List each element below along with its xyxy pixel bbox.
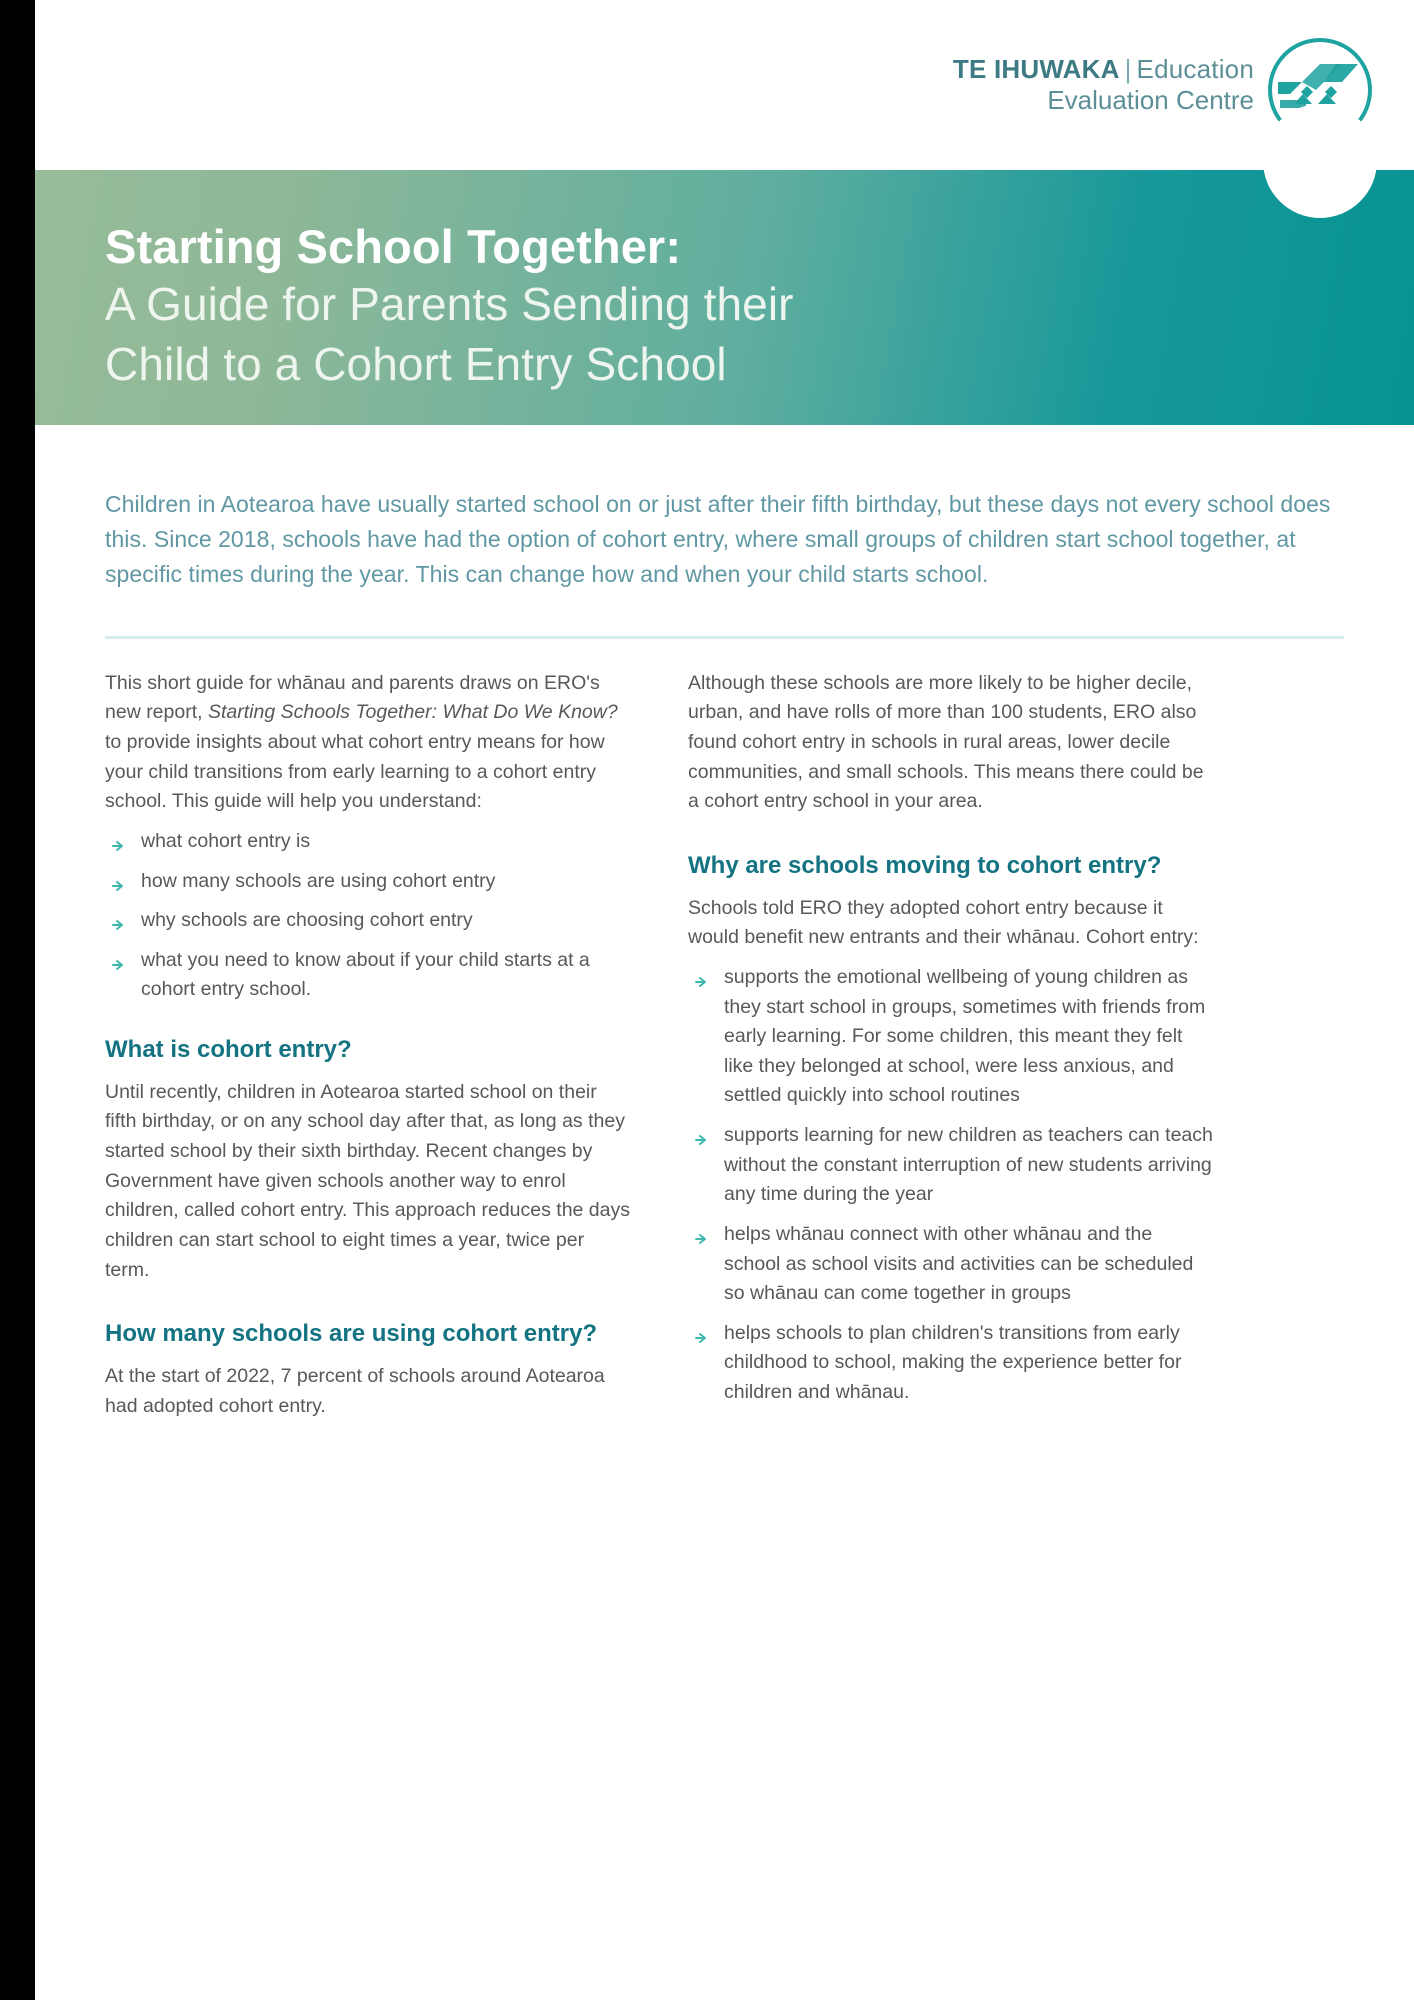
right-column — [688, 669, 1213, 1425]
arrow-right-icon — [111, 834, 127, 850]
arrow-right-icon — [111, 874, 127, 890]
list-item — [688, 1220, 1213, 1309]
page-title-line-1: Starting School Together: — [105, 220, 682, 273]
section-body-what-is-cohort-entry: Until recently, children in Aotearoa started school on their fifth birthday, or on any school day after that, as long as they started school by their sixth birthday. Recent changes by Government have given schools another way to enrol children, called cohort entry. This approach reduces the days children can start school to eight times a year, twice per term. — [105, 1080, 630, 1281]
arrow-right-icon — [111, 913, 127, 929]
list-item-label: supports the emotional wellbeing of young children as they start school in groups, sometimes with friends from early learning. For some children, this meant they felt like they belonged at school, were less anxious, and settled quickly into school routines — [724, 965, 1206, 1107]
list-item-label: why schools are choosing cohort entry — [141, 909, 473, 932]
section-heading-what-is-cohort-entry: What is cohort entry? — [105, 1036, 352, 1064]
left-intro-pre: This short guide for whānau and parents draws on ERO's new report, — [105, 671, 600, 724]
list-item-label: what you need to know about if your child starts at a cohort entry school. — [141, 948, 590, 1001]
left-column — [105, 669, 630, 1425]
list-item-label: how many schools are using cohort entry — [141, 869, 496, 892]
list-item-label: helps schools to plan children's transitions from early childhood to school, making the experience better for children and whānau. — [724, 1321, 1182, 1404]
logo-name-maori: TE IHUWAKA — [952, 54, 1120, 84]
understand-bullet-list — [105, 827, 630, 1005]
document-page — [35, 0, 1414, 2000]
report-title-italic: Starting Schools Together: What Do We Know? — [207, 701, 618, 724]
section-heading-how-many-schools: How many schools are using cohort entry? — [105, 1320, 598, 1348]
list-item-label: supports learning for new children as teachers can teach without the constant interruption of new students arriving any time during the year — [724, 1124, 1213, 1206]
logo-separator: | — [1124, 54, 1132, 84]
arrow-right-icon — [694, 1128, 710, 1144]
page-title-line-2: A Guide for Parents Sending their — [105, 278, 794, 331]
arrow-right-icon — [694, 1227, 710, 1243]
list-item — [688, 1121, 1213, 1210]
list-item — [688, 963, 1213, 1111]
list-item-label: helps whānau connect with other whānau and the school as school visits and activities can be scheduled so whānau can come together in groups — [724, 1222, 1194, 1305]
title-banner — [35, 170, 1414, 425]
left-intro-paragraph — [105, 669, 630, 817]
list-item — [105, 827, 630, 857]
page-title-line-3: Child to a Cohort Entry School — [105, 338, 727, 391]
intro-paragraph: Children in Aotearoa have usually started school on or just after their fifth birthday, but these days not every school does this. Since 2018, schools have had the option of cohort entry, where small groups of children start school together, at specific times during the year. This can change how and when your child starts school. — [105, 491, 1331, 587]
list-item — [105, 946, 630, 1005]
two-column-layout — [105, 669, 1344, 1425]
list-item — [688, 1319, 1213, 1408]
benefits-bullet-list — [688, 963, 1213, 1408]
section-body-why-moving-to-cohort-entry: Schools told ERO they adopted cohort entry because it would benefit new entrants and their whānau. Cohort entry: — [688, 896, 1199, 949]
logo-line-1 — [953, 54, 1254, 85]
arrow-right-icon — [694, 970, 710, 986]
right-intro-paragraph: Although these schools are more likely to be higher decile, urban, and have rolls of more than 100 students, ERO also found cohort entry in schools in rural areas, lower decile communities, and small schools. This means there could be a cohort entry school in your area. — [688, 671, 1204, 813]
arrow-right-icon — [694, 1326, 710, 1342]
arrow-right-icon — [111, 953, 127, 969]
logo-wordmark — [953, 38, 1254, 115]
left-intro-post: to provide insights about what cohort entry means for how your child transitions from early learning to a cohort entry school. This guide will help you understand: — [105, 731, 605, 813]
section-divider — [105, 636, 1344, 639]
list-item — [105, 867, 630, 897]
section-heading-why-moving-to-cohort-entry: Why are schools moving to cohort entry? — [688, 851, 1162, 879]
list-item-label: what cohort entry is — [141, 829, 311, 852]
masthead — [35, 0, 1414, 170]
logo-name-en-1: Education — [1136, 54, 1254, 84]
section-body-how-many-schools: At the start of 2022, 7 percent of schools around Aotearoa had adopted cohort entry. — [105, 1364, 605, 1417]
logo-name-en-2: Evaluation Centre — [1047, 84, 1254, 115]
document-body — [35, 425, 1414, 1425]
list-item — [105, 906, 630, 936]
